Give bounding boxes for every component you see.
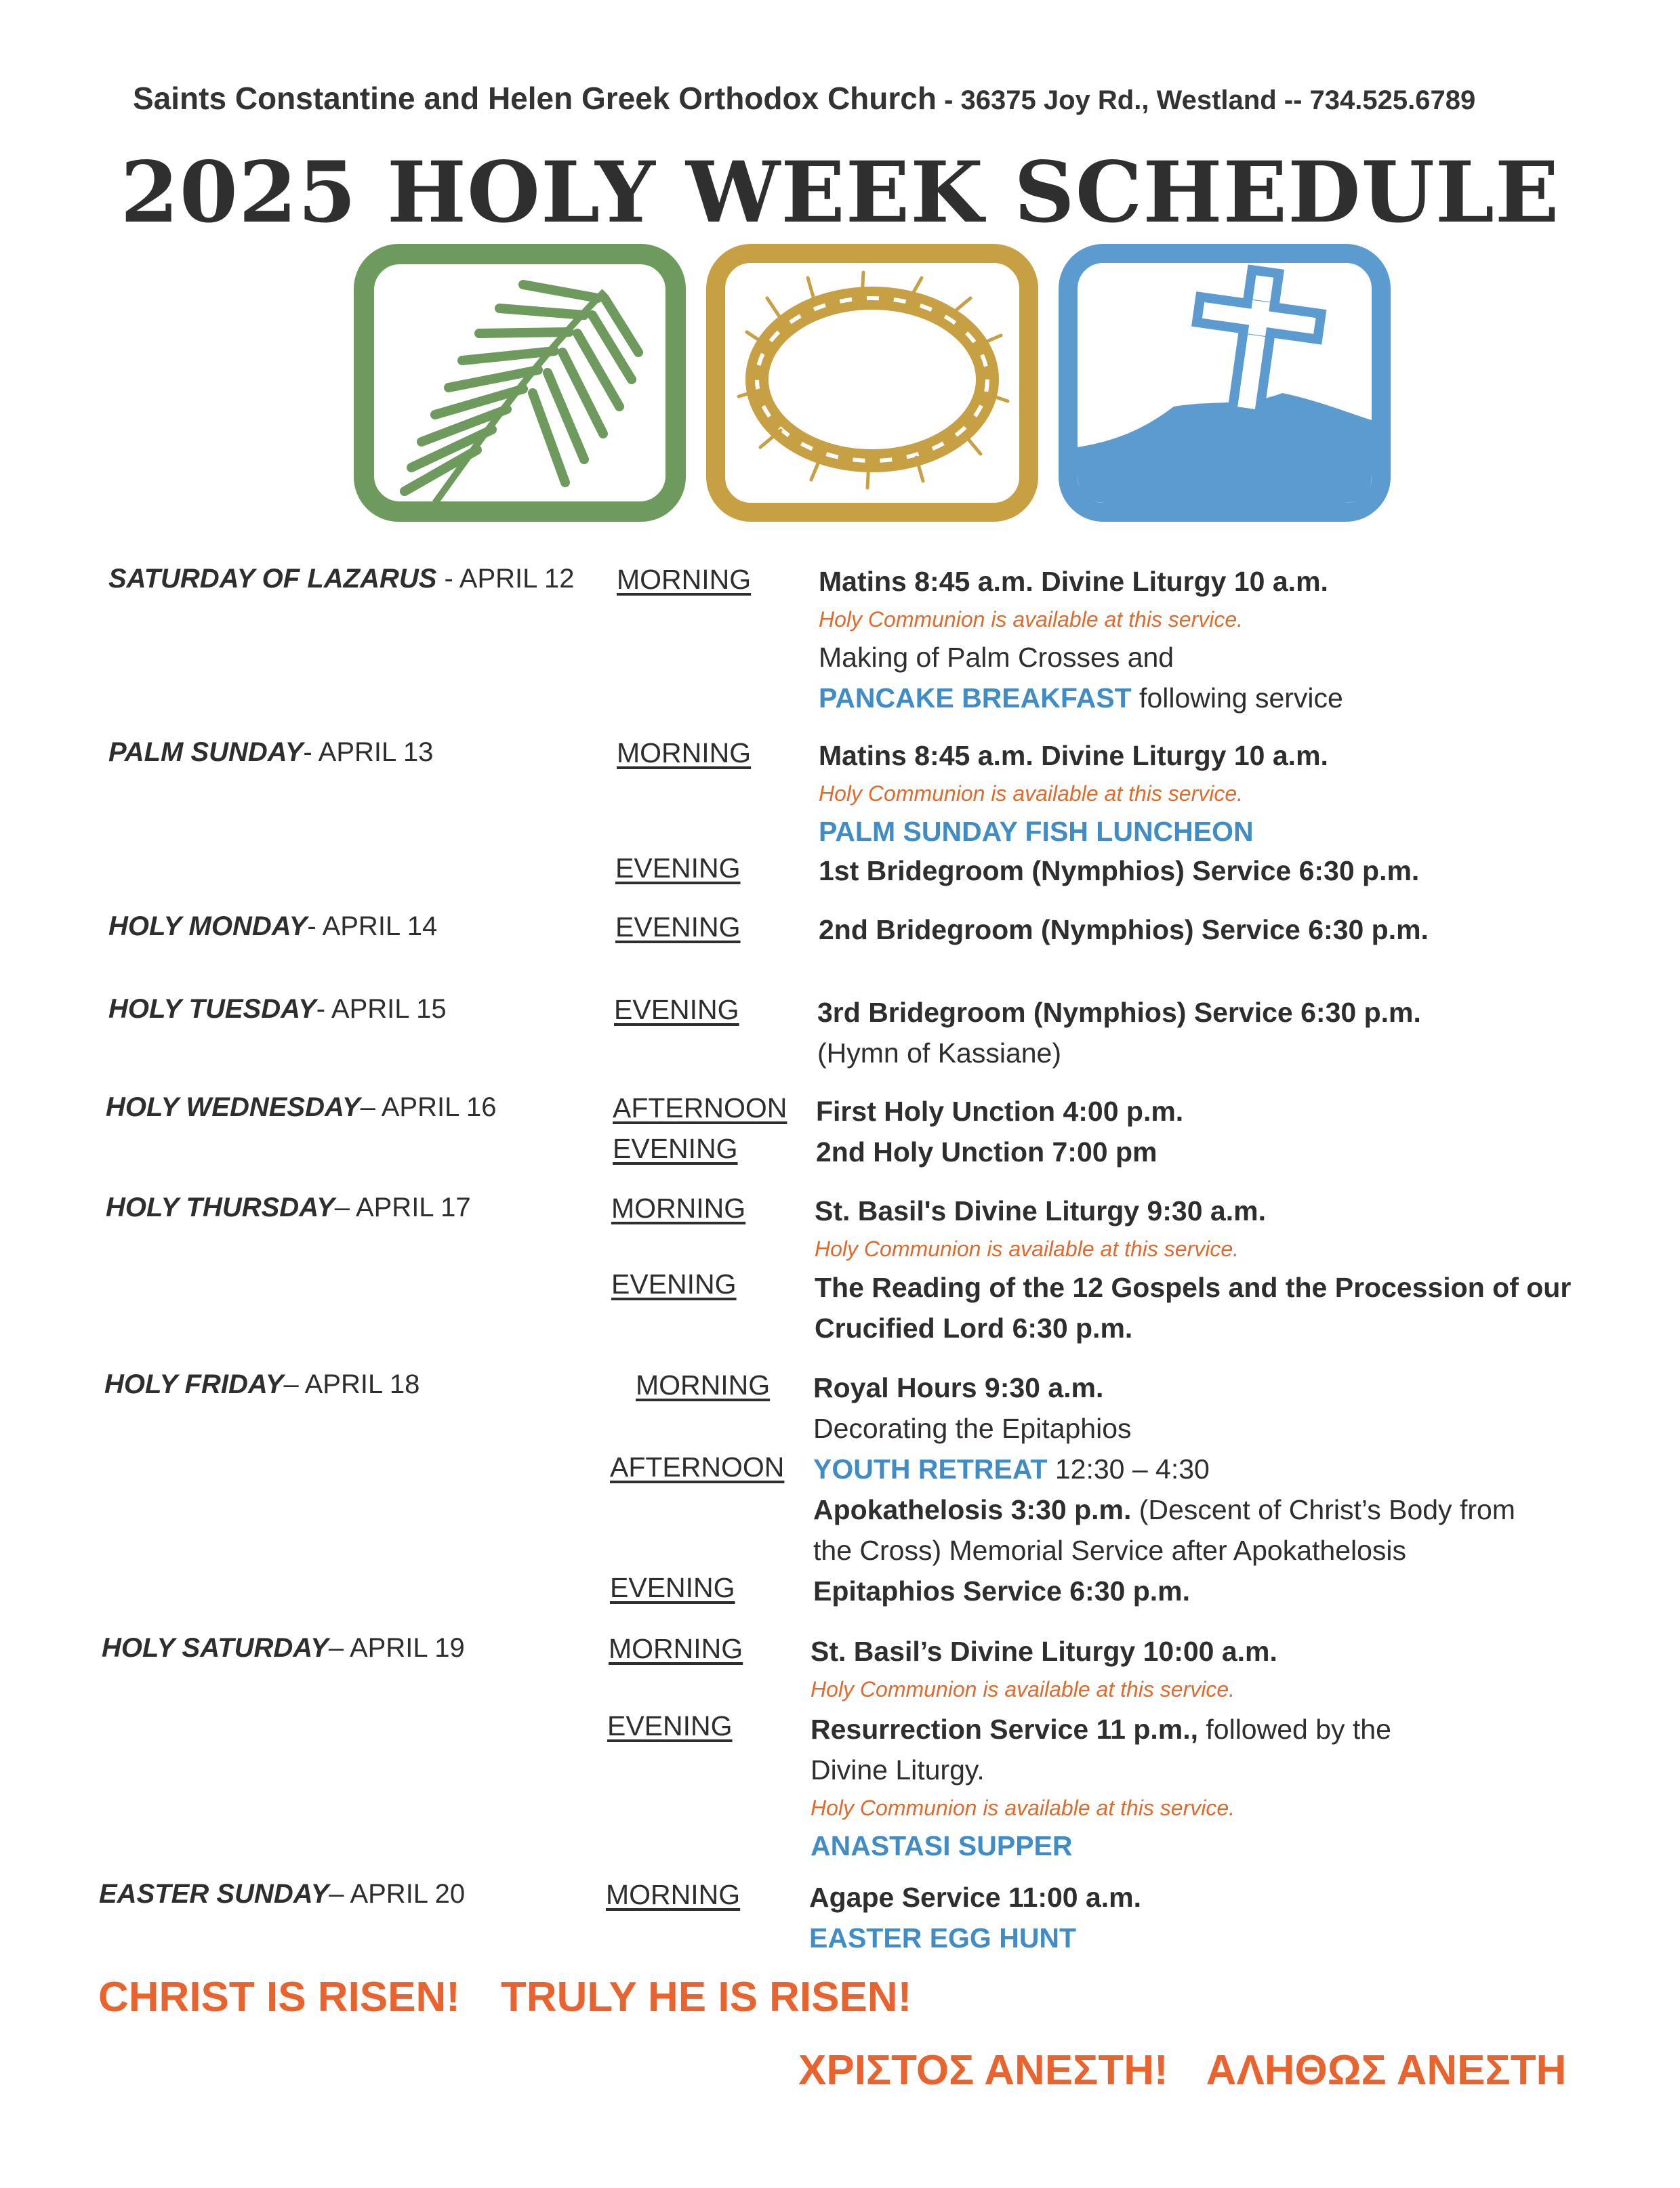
footer-greek-christos: ΧΡΙΣΤΟΣ ΑΝΕΣΤΗ! — [798, 2047, 1168, 2094]
page-title: 2025 HOLY WEEK SCHEDULE — [120, 144, 1560, 242]
church-header — [133, 80, 1610, 117]
communion-note: Holy Communion is available at this service. — [819, 781, 1244, 806]
day-label: EASTER SUNDAY– APRIL 20 — [99, 1879, 466, 1909]
period-label: EVENING — [607, 1710, 733, 1741]
footer-english — [98, 1973, 911, 2021]
crown-of-thorns-icon — [706, 244, 1038, 522]
day-label: SATURDAY OF LAZARUS - APRIL 12 — [108, 564, 575, 594]
service-details: Matins 8:45 a.m. Divine Liturgy 10 a.m. Holy Communion is available at this service. Making of Palm Crosses and PANCAKE BREAKFAST following service — [819, 561, 1680, 718]
footer-greek — [798, 2046, 1566, 2094]
event-highlight: EASTER EGG HUNT — [809, 1922, 1077, 1954]
palm-branch-icon — [354, 244, 686, 522]
day-label: HOLY WEDNESDAY– APRIL 16 — [106, 1092, 497, 1122]
service-details: 2nd Bridegroom (Nymphios) Service 6:30 p.m. — [819, 914, 1429, 945]
footer-truly-risen: TRULY HE IS RISEN! — [500, 1974, 912, 2021]
period-label: MORNING — [609, 1633, 743, 1664]
period-label: EVENING — [611, 1268, 737, 1300]
service-details: Royal Hours 9:30 a.m. Decorating the Epitaphios — [813, 1372, 1132, 1444]
service-details: Resurrection Service 11 p.m., followed by the Divine Liturgy. Holy Communion is available at this service. ANASTASI SUPPER — [811, 1709, 1680, 1866]
period-label: MORNING — [606, 1879, 741, 1910]
period-label: EVENING — [615, 852, 741, 884]
event-highlight: ANASTASI SUPPER — [811, 1830, 1073, 1861]
period-label: MORNING — [617, 564, 752, 595]
day-label: HOLY TUESDAY- APRIL 15 — [108, 994, 447, 1024]
day-label: HOLY SATURDAY– APRIL 19 — [102, 1633, 465, 1663]
period-label: MORNING — [611, 1193, 746, 1224]
service-details: 2nd Holy Unction 7:00 pm — [816, 1136, 1157, 1168]
service-details: Agape Service 11:00 a.m. EASTER EGG HUNT — [809, 1877, 1680, 1958]
event-highlight: PALM SUNDAY FISH LUNCHEON — [819, 816, 1254, 847]
period-label: EVENING — [613, 1133, 738, 1164]
communion-note: Holy Communion is available at this service. — [811, 1677, 1235, 1701]
service-details: St. Basil's Divine Liturgy 9:30 a.m. Holy Communion is available at this service. — [815, 1191, 1680, 1266]
footer-greek-alithos: ΑΛΗΘΩΣ ΑΝΕΣΤΗ — [1206, 2047, 1567, 2094]
service-details: First Holy Unction 4:00 p.m. — [816, 1096, 1184, 1127]
service-details: Epitaphios Service 6:30 p.m. — [813, 1575, 1190, 1607]
period-label: AFTERNOON — [610, 1451, 785, 1483]
event-highlight: PANCAKE BREAKFAST — [819, 682, 1132, 714]
footer-christ-is-risen: CHRIST IS RISEN! — [98, 1974, 460, 2021]
church-name: Saints Constantine and Helen Greek Orthodox Church — [133, 81, 937, 116]
service-details: 1st Bridegroom (Nymphios) Service 6:30 p.m. — [819, 855, 1420, 886]
event-highlight: YOUTH RETREAT — [813, 1453, 1048, 1485]
period-label: EVENING — [614, 994, 739, 1025]
church-contact: - 36375 Joy Rd., Westland -- 734.525.6789 — [936, 85, 1476, 115]
service-details: St. Basil’s Divine Liturgy 10:00 a.m. Holy Communion is available at this service. — [811, 1631, 1680, 1707]
service-details: Matins 8:45 a.m. Divine Liturgy 10 a.m. Holy Communion is available at this service. PALM SUNDAY FISH LUNCHEON — [819, 735, 1680, 852]
communion-note: Holy Communion is available at this service. — [815, 1237, 1239, 1261]
service-details: 3rd Bridegroom (Nymphios) Service 6:30 p.m. (Hymn of Kassiane) — [817, 997, 1421, 1069]
day-label: HOLY FRIDAY– APRIL 18 — [104, 1369, 420, 1399]
period-label: MORNING — [636, 1369, 771, 1401]
day-label: HOLY MONDAY- APRIL 14 — [108, 911, 438, 941]
period-label: MORNING — [617, 737, 752, 768]
day-label: HOLY THURSDAY– APRIL 17 — [106, 1193, 471, 1222]
service-details: YOUTH RETREAT 12:30 – 4:30 Apokathelosis 3:30 p.m. (Descent of Christ’s Body from the Cross) Memorial Service after Apokathelosis — [813, 1453, 1515, 1566]
period-label: AFTERNOON — [613, 1092, 787, 1123]
communion-note: Holy Communion is available at this service. — [811, 1796, 1235, 1820]
period-label: EVENING — [610, 1572, 735, 1603]
period-label: EVENING — [615, 911, 741, 943]
cross-on-hill-icon — [1059, 244, 1391, 522]
day-label: PALM SUNDAY- APRIL 13 — [108, 737, 434, 767]
service-details: The Reading of the 12 Gospels and the Procession of our Crucified Lord 6:30 p.m. — [815, 1272, 1572, 1344]
communion-note: Holy Communion is available at this service. — [819, 607, 1244, 632]
